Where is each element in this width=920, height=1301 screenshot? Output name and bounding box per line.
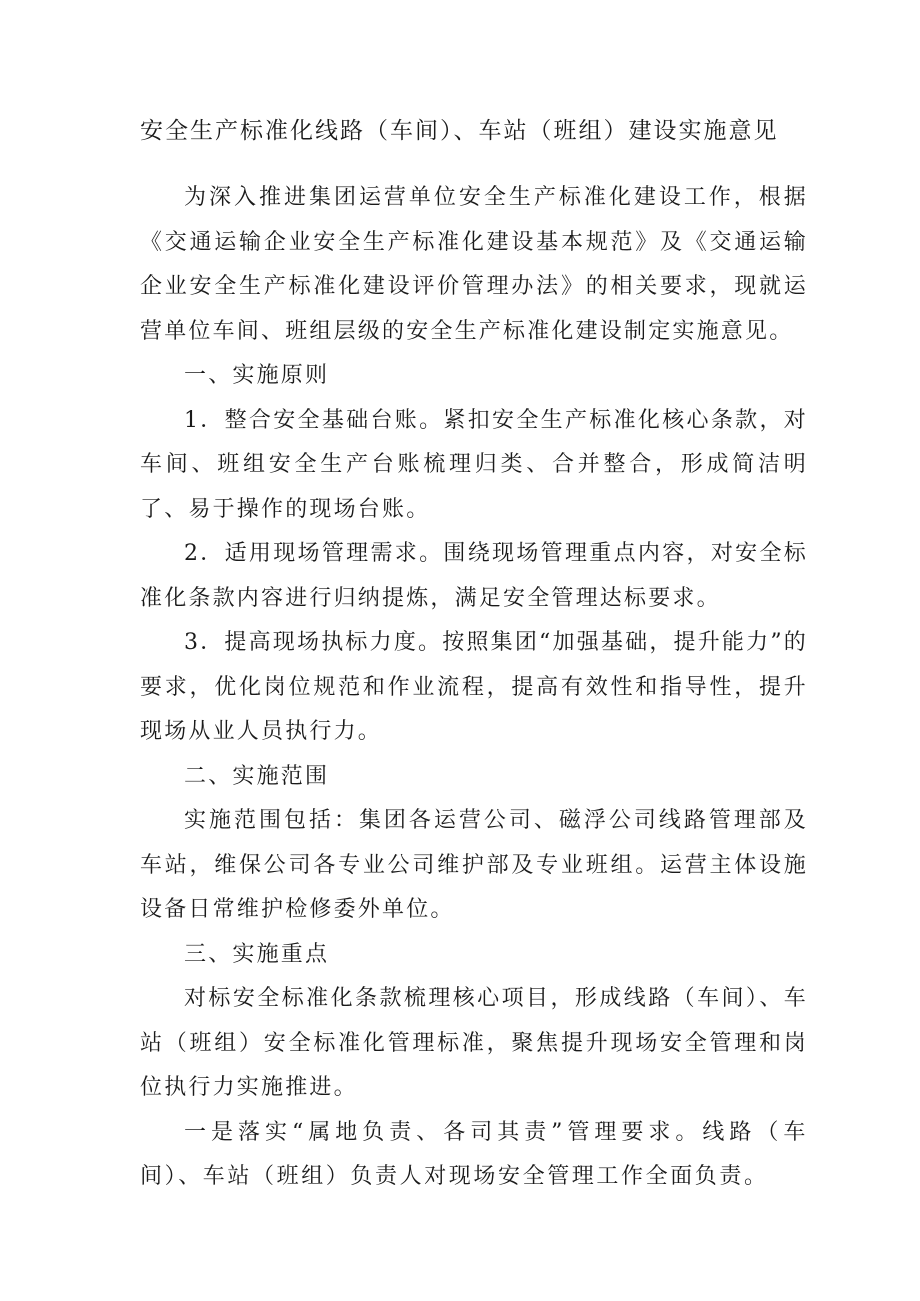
section-heading-focus: 三、实施重点 xyxy=(184,941,330,967)
document-body xyxy=(140,176,808,1200)
document-title: 安全生产标准化线路（车间）、车站（班组）建设实施意见 xyxy=(140,118,779,144)
principle-item-1: 1．整合安全基础台账。紧扣安全生产标准化核心条款，对车间、班组安全生产台账梳理归类、合并整合，形成简洁明了、易于操作的现场台账。 xyxy=(140,407,808,522)
principle-item-3: 3．提高现场执标力度。按照集团“加强基础，提升能力”的要求，优化岗位规范和作业流程，提高有效性和指导性，提升现场从业人员执行力。 xyxy=(140,630,808,744)
principle-item-2: 2．适用现场管理需求。围绕现场管理重点内容，对安全标准化条款内容进行归纳提炼，满足安全管理达标要求。 xyxy=(140,541,808,611)
paragraph-intro: 为深入推进集团运营单位安全生产标准化建设工作，根据《交通运输企业安全生产标准化建设基本规范》及《交通运输企业安全生产标准化建设评价管理办法》的相关要求，现就运营单位车间、班组层级的安全生产标准化建设制定实施意见。 xyxy=(140,185,808,344)
section-heading-principles: 一、实施原则 xyxy=(184,363,330,388)
paragraph-responsibility: 一是落实“属地负责、各司其责”管理要求。线路（车间）、车站（班组）负责人对现场安全管理工作全面负责。 xyxy=(140,1119,808,1189)
paragraph-focus: 对标安全标准化条款梳理核心项目，形成线路（车间）、车站（班组）安全标准化管理标准，聚焦提升现场安全管理和岗位执行力实施推进。 xyxy=(140,986,808,1100)
section-heading-scope: 二、实施范围 xyxy=(184,763,330,789)
paragraph-scope: 实施范围包括：集团各运营公司、磁浮公司线路管理部及车站，维保公司各专业公司维护部及专业班组。运营主体设施设备日常维护检修委外单位。 xyxy=(140,808,808,922)
